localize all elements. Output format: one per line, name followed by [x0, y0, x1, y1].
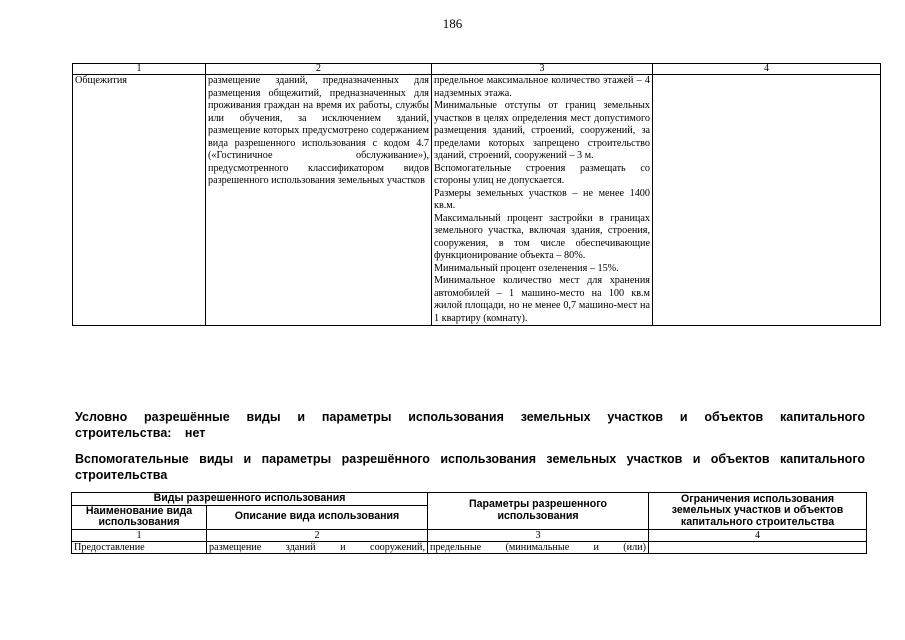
col-number-3: 3	[428, 529, 649, 541]
parameter-auxiliary-buildings: Вспомогательные строения размещать со стороны улиц не допускается.	[434, 162, 650, 186]
column-number-row	[73, 64, 881, 75]
auxiliary-uses-heading: Вспомогательные виды и параметры разрешённого использования земельных участков и объектов капитального строительства	[75, 452, 865, 482]
col-number-4: 4	[653, 64, 881, 75]
header-use-description: Описание вида использования	[207, 505, 428, 529]
use-parameters: предельные (минимальные и (или)	[428, 541, 649, 554]
col-number-1: 1	[73, 64, 206, 75]
col-number-2: 2	[206, 64, 432, 75]
permitted-use-table	[72, 63, 881, 326]
table-row	[72, 541, 867, 554]
use-parameters	[432, 75, 653, 326]
header-use-name: Наименование вида использования	[72, 505, 207, 529]
parameter-max-coverage: Максимальный процент застройки в границах земельного участка, включая здания, строения, сооружения, в том числе обеспечивающие функционирование объекта – 80%.	[434, 212, 650, 261]
use-name: Общежития	[73, 75, 206, 326]
header-restrictions: Ограничения использования земельных участков и объектов капитального строительства	[649, 493, 867, 530]
use-restrictions	[649, 541, 867, 554]
col-number-4: 4	[649, 529, 867, 541]
use-restrictions	[653, 75, 881, 326]
use-description: размещение зданий и сооружений,	[207, 541, 428, 554]
header-parameters: Параметры разрешенного использования	[428, 493, 649, 530]
col-number-2: 2	[207, 529, 428, 541]
parameter-plot-size: Размеры земельных участков – не менее 1400 кв.м.	[434, 187, 650, 211]
header-row-1	[72, 493, 867, 506]
parameter-min-greenery: Минимальный процент озеленения – 15%.	[434, 262, 619, 274]
col-number-3: 3	[432, 64, 653, 75]
header-use-group: Виды разрешенного использования	[72, 493, 428, 506]
conditional-uses-heading: Условно разрешённые виды и параметры использования земельных участков и объектов капитального строительства: нет	[75, 410, 865, 440]
parameter-setbacks: Минимальные отступы от границ земельных участков в целях определения мест допустимого размещения зданий, строений, сооружений, за пределами которых запрещено строительство зданий, строений, сооружений – 3 м.	[434, 100, 650, 161]
table-row	[73, 75, 881, 326]
page-number: 186	[442, 16, 463, 31]
auxiliary-use-table	[71, 492, 867, 554]
col-number-1: 1	[72, 529, 207, 541]
column-number-row	[72, 529, 867, 541]
use-name: Предоставление	[72, 541, 207, 554]
parameter-parking: Минимальное количество мест для хранения автомобилей – 1 машино-место на 100 кв.м жилой площади, но не менее 0,7 машино-мест на 1 квартиру (комнату).	[434, 275, 650, 324]
parameter-floors: предельное максимальное количество этажей – 4 надземных этажа.	[434, 75, 650, 99]
use-description: размещение зданий, предназначенных для размещения общежитий, предназначенных для проживания граждан на время их работы, службы или обучения, за исключением зданий, размещение которых предусмотрено содержанием вида разрешенного использования с кодом 4.7 («Гостиничное обслуживание»), предусмотренного классификатором видов разрешенного использования земельных участков	[206, 75, 432, 326]
